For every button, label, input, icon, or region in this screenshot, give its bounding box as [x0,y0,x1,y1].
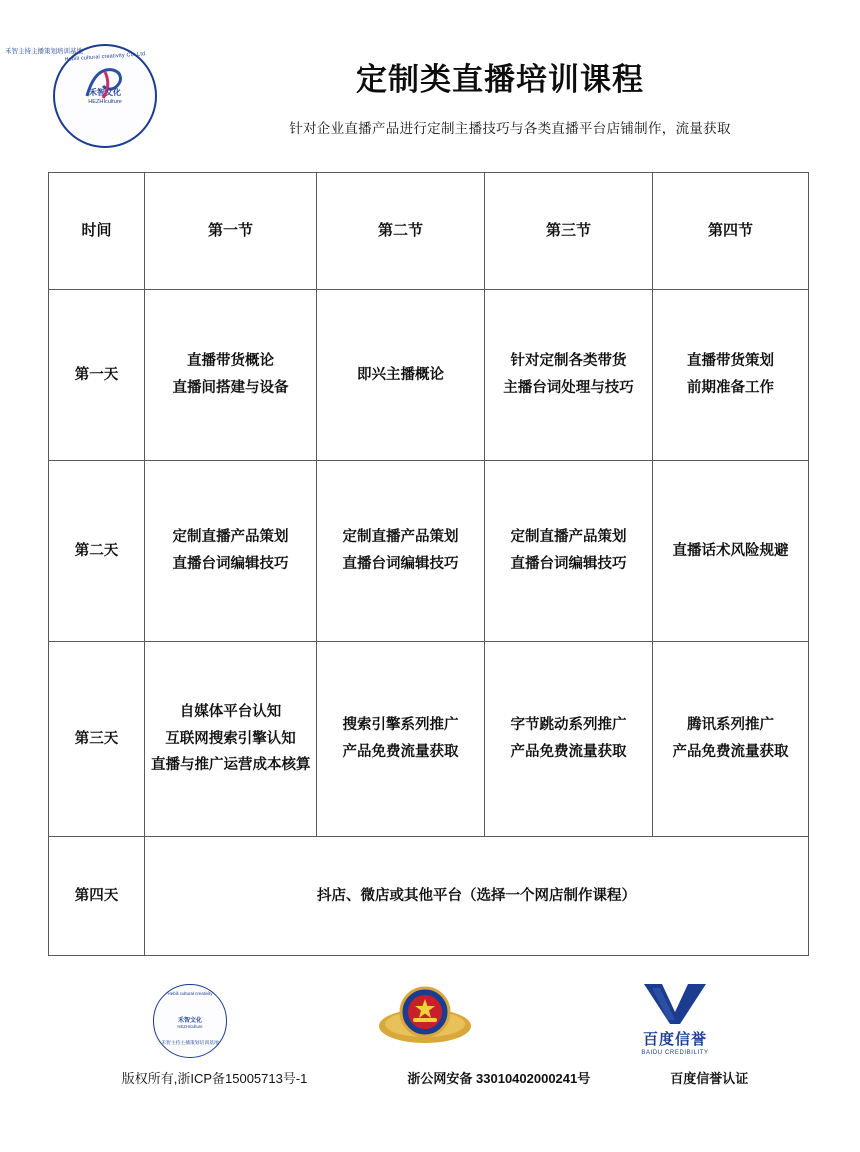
police-record-text: 浙公网安备 33010402000241号 [407,1071,591,1086]
cell-day4-full-row: 抖店、微店或其他平台（选择一个网店制作课程） [145,837,809,956]
seal-ring-bottom-text: 禾智主持主播策划培训基地 [161,1041,219,1046]
row-label-day-3: 第三天 [49,642,145,837]
document-footer [0,982,860,1152]
page-subtitle: 针对企业直播产品进行定制主播技巧与各类直播平台店铺制作，流量获取 [289,121,731,136]
table-row [49,461,809,642]
baidu-credibility-icon [623,982,727,1058]
cell-line: 互联网搜索引擎认知 [165,730,296,747]
cell-line: 针对定制各类带货 [510,353,627,370]
cell-line: 前期准备工作 [687,380,774,396]
column-header-session-2: 第二节 [317,173,485,290]
seal-brand-en-text: HEZHIculture [88,99,122,105]
seal-brand-text: 禾智文化 [177,1018,203,1024]
cell-line: 主播台词处理与技巧 [503,380,634,396]
baidu-label-cn: 百度信誉 [642,1031,707,1048]
cell-line: 定制直播产品策划 [342,529,459,546]
baidu-label-en: BAIDU CREDIBILITY [641,1050,709,1056]
seal-brand-text: 禾智文化 [89,88,121,97]
seal-brand-en-text: HEZHIculture [177,1024,203,1029]
page-title: 定制类直播培训课程 [356,62,644,97]
table-row [49,837,809,956]
baidu-cert-text: 百度信誉认证 [670,1071,749,1086]
cell-day2-session4 [653,461,809,642]
cell-line: 直播台词编辑技巧 [342,556,459,572]
seal-ring-top-text: Hebili cultural creativity [167,991,213,996]
cell-day3-session2 [317,642,485,837]
cell-line: 搜索引擎系列推广 [342,717,459,734]
cell-day2-session2 [317,461,485,642]
column-header-session-4: 第四节 [653,173,809,290]
cell-day3-session3 [485,642,653,837]
cell-day1-session3 [485,290,653,461]
logo-container [0,38,210,148]
title-block [210,38,860,137]
table-header-row [49,173,809,290]
cell-day1-session2 [317,290,485,461]
company-seal-icon [153,984,227,1058]
row-label-day-2: 第二天 [49,461,145,642]
column-header-session-3: 第三节 [485,173,653,290]
cell-day1-session4 [653,290,809,461]
police-emblem-icon [377,984,473,1058]
row-label-day-4: 第四天 [49,837,145,956]
cell-line: 直播与推广运营成本核算 [151,757,311,774]
cell-day3-session1 [145,642,317,837]
cell-line: 产品免费流量获取 [510,744,627,760]
schedule-table-container [48,172,808,956]
cell-line: 直播台词编辑技巧 [172,556,289,572]
cell-day1-session1 [145,290,317,461]
footer-text-row [0,1068,860,1087]
cell-day3-session4 [653,642,809,837]
copyright-text: 版权所有,浙ICP备15005713号-1 [121,1071,308,1086]
cell-line: 定制直播产品策划 [172,529,289,546]
seal-ring-bottom-text: 禾智主持主播策划培训基地 [5,48,83,55]
cell-line: 直播台词编辑技巧 [510,556,627,572]
footer-badge-police [377,984,473,1058]
cell-line: 字节跳动系列推广 [510,717,627,734]
document-header [0,0,860,148]
cell-day2-session1 [145,461,317,642]
cell-line: 直播话术风险规避 [672,542,789,559]
column-header-session-1: 第一节 [145,173,317,290]
schedule-table [48,172,809,956]
cell-line: 产品免费流量获取 [672,744,789,760]
row-label-day-1: 第一天 [49,290,145,461]
footer-badges [0,982,860,1058]
cell-line: 自媒体平台认知 [179,703,282,720]
seal-ring-top-text: Hebili cultural creativity Co.,Ltd [64,51,146,63]
company-seal-icon [5,44,157,148]
column-header-time: 时间 [49,173,145,290]
cell-line: 产品免费流量获取 [342,744,459,760]
cell-line: 定制直播产品策划 [510,529,627,546]
table-row [49,290,809,461]
cell-line: 腾讯系列推广 [687,717,774,734]
baidu-v-icon [640,982,710,1026]
cell-line: 即兴主播概论 [357,366,444,383]
footer-badge-company [153,984,227,1058]
table-row [49,642,809,837]
cell-line: 直播间搭建与设备 [172,380,289,396]
cell-line: 直播带货概论 [187,353,274,370]
cell-day2-session3 [485,461,653,642]
cell-line: 直播带货策划 [687,353,774,370]
footer-badge-baidu [623,982,727,1058]
